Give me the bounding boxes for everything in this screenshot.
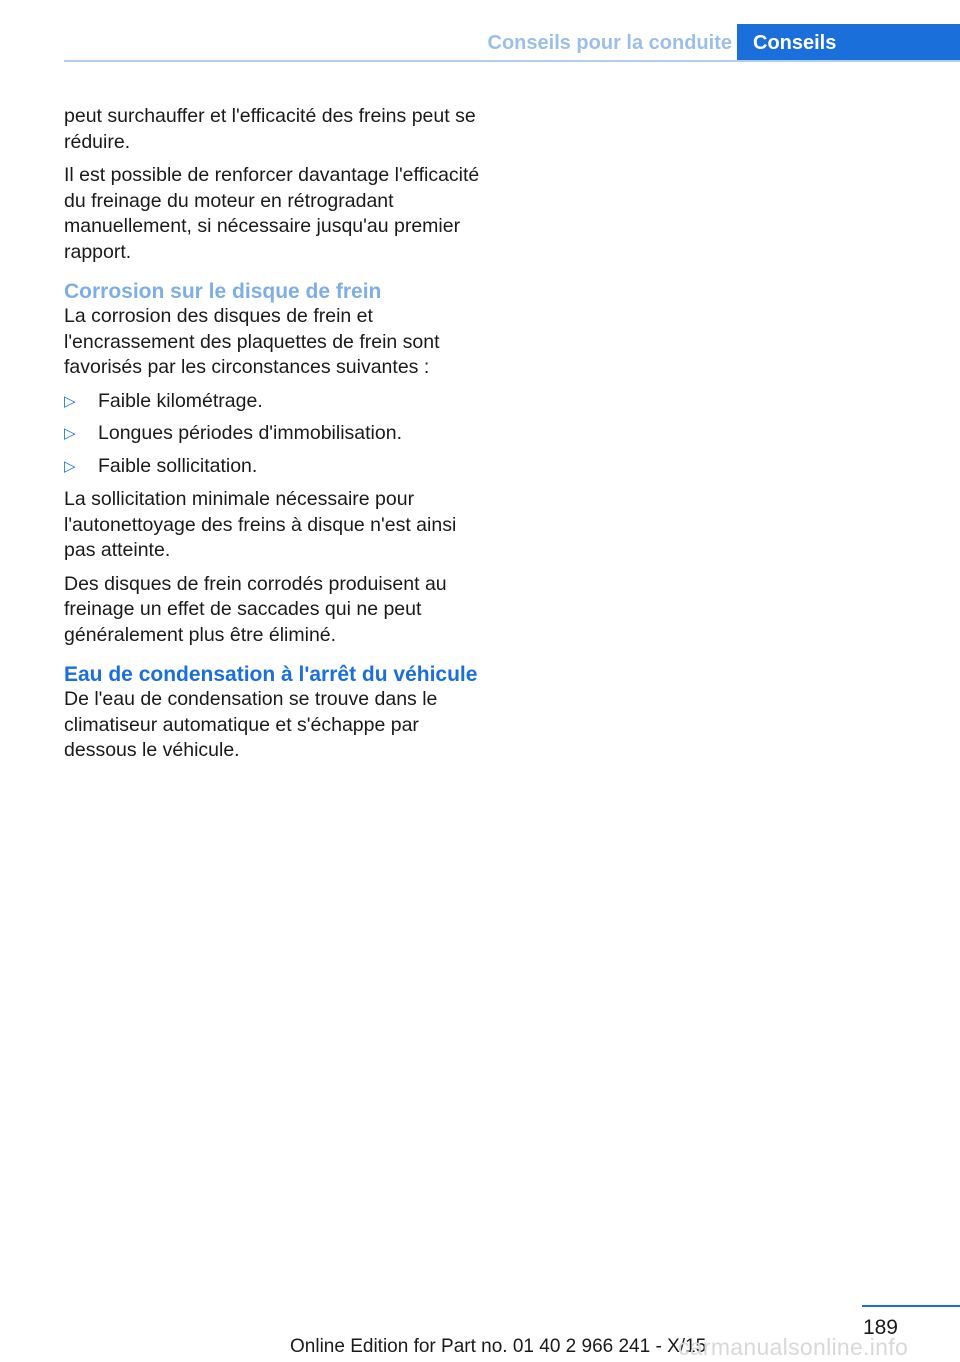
footer-divider <box>862 1305 960 1307</box>
header-chapter-tab: Conseils <box>737 24 960 62</box>
page-number: 189 <box>862 1316 898 1339</box>
corrosion-conditions-list <box>64 389 484 480</box>
bullet-triangle-icon: ▷ <box>64 424 76 442</box>
paragraph-brake-heat: peut surchauffer et l'efficacité des freins peut se réduire. <box>64 105 476 153</box>
bullet-triangle-icon: ▷ <box>64 456 76 475</box>
list-item-text: Faible sollicitation. <box>98 454 258 477</box>
list-item <box>64 389 484 415</box>
header-divider <box>64 60 960 62</box>
list-item-text: Faible kilométrage. <box>98 389 263 412</box>
bullet-triangle-icon: ▷ <box>64 391 76 410</box>
edition-line: Online Edition for Part no. 01 40 2 966 241 - X/15 <box>290 1336 707 1357</box>
list-item <box>64 454 484 480</box>
paragraph-self-cleaning: La sollicitation minimale nécessaire pour l'autonettoyage des freins à disque n'est ainsi pas atteinte. <box>64 488 457 561</box>
heading-condensation-water: Eau de condensation à l'arrêt du véhicule <box>64 663 478 686</box>
header-section-title: Conseils pour la conduite <box>487 32 732 54</box>
heading-brake-disc-corrosion: Corrosion sur le disque de frein <box>64 280 382 303</box>
page-content <box>64 104 484 772</box>
paragraph-engine-braking: Il est possible de renforcer davantage l'efficacité du freinage du moteur en rétrogradant manuellement, si nécessaire jusqu'au premier rapport. <box>64 164 480 263</box>
list-item <box>64 421 484 447</box>
list-item-text: Longues périodes d'immobilisation. <box>98 422 402 444</box>
paragraph-corroded-discs: Des disques de frein corrodés produisent au freinage un effet de saccades qui ne peut généralement plus être éliminé. <box>64 572 447 646</box>
watermark: carmanualsonline.info <box>678 1334 909 1360</box>
paragraph-corrosion-intro: La corrosion des disques de frein et l'encrassement des plaquettes de frein sont favorisés par les circonstances suivantes : <box>64 305 440 378</box>
paragraph-condensation: De l'eau de condensation se trouve dans le climatiseur automatique et s'échappe par dessous le véhicule. <box>64 688 438 761</box>
